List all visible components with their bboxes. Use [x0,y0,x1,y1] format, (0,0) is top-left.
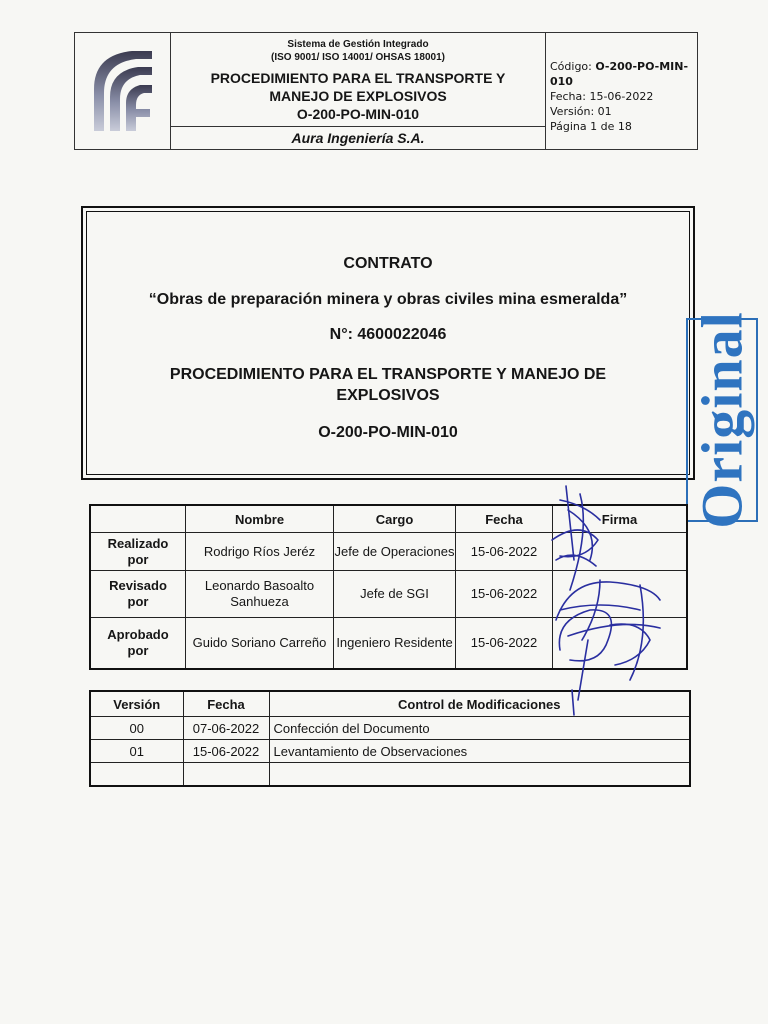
approvals-header-row [90,505,687,533]
procedure-title-line1: PROCEDIMIENTO PARA EL TRANSPORTE Y [210,69,506,86]
row-version: 00 [90,717,183,740]
row-cargo: Jefe de SGI [334,571,456,618]
approvals-header-cargo: Cargo [334,505,456,533]
versions-header-row [90,691,690,717]
table-row [90,533,687,571]
company-name: Aura Ingeniería S.A. [171,127,546,149]
versions-header-fecha: Fecha [183,691,269,717]
row-description: Confección del Documento [269,717,690,740]
contract-number: N°: 4600022046 [329,326,447,343]
procedure-title-line2: MANEJO DE EXPLOSIVOS [269,87,447,104]
row-fecha: 07-06-2022 [183,717,269,740]
approvals-header-nombre: Nombre [186,505,334,533]
row-firma [553,533,688,571]
contract-box [81,206,695,480]
approvals-header-firma: Firma [553,505,688,533]
contract-work-name: “Obras de preparación minera y obras civiles mina esmeralda” [148,291,628,308]
row-description [269,763,690,787]
row-fecha: 15-06-2022 [183,740,269,763]
row-fecha: 15-06-2022 [456,533,553,571]
table-row [90,571,687,618]
table-row [90,763,690,787]
table-row [90,618,687,670]
row-firma [553,618,688,670]
row-cargo: Ingeniero Residente [334,618,456,670]
approvals-header-empty [90,505,186,533]
row-role: Realizado por [90,533,186,571]
approvals-table [89,504,688,670]
row-fecha: 15-06-2022 [456,571,553,618]
row-version [90,763,183,787]
document-header [74,32,698,150]
row-nombre: Leonardo Basoalto Sanhueza [186,571,334,618]
row-firma [553,571,688,618]
meta-page: Página 1 de 18 [550,120,632,133]
contract-heading: CONTRATO [343,255,433,272]
contract-procedure-title: PROCEDIMIENTO PARA EL TRANSPORTE Y MANEJO DE EXPLOSIVOS [169,366,607,404]
row-fecha [183,763,269,787]
row-nombre: Guido Soriano Carreño [186,618,334,670]
meta-version: Versión: 01 [550,105,612,118]
row-role: Aprobado por [90,618,186,670]
logo-mark-icon [92,49,154,133]
stamp-text: Original [689,311,755,529]
table-row [90,740,690,763]
row-version: 01 [90,740,183,763]
procedure-code: O-200-PO-MIN-010 [296,105,420,122]
row-fecha: 15-06-2022 [456,618,553,670]
meta-date: Fecha: 15-06-2022 [550,90,654,103]
system-name: Sistema de Gestión Integrado [287,38,429,50]
original-stamp [686,311,758,529]
header-title-block [171,33,546,127]
row-description: Levantamiento de Observaciones [269,740,690,763]
row-nombre: Rodrigo Ríos Jeréz [186,533,334,571]
versions-table [89,690,691,787]
iso-standards: (ISO 9001/ ISO 14001/ OHSAS 18001) [271,51,445,63]
meta-code-value: O-200-PO-MIN-010 [550,60,689,88]
contract-code: O-200-PO-MIN-010 [318,424,458,441]
versions-header-version: Versión [90,691,183,717]
approvals-header-fecha: Fecha [456,505,553,533]
document-meta [546,33,697,149]
table-row [90,717,690,740]
company-logo [75,33,171,149]
versions-header-control: Control de Modificaciones [269,691,690,717]
row-cargo: Jefe de Operaciones [334,533,456,571]
meta-code: Código: O-200-PO-MIN-010 [550,60,689,88]
row-role: Revisado por [90,571,186,618]
